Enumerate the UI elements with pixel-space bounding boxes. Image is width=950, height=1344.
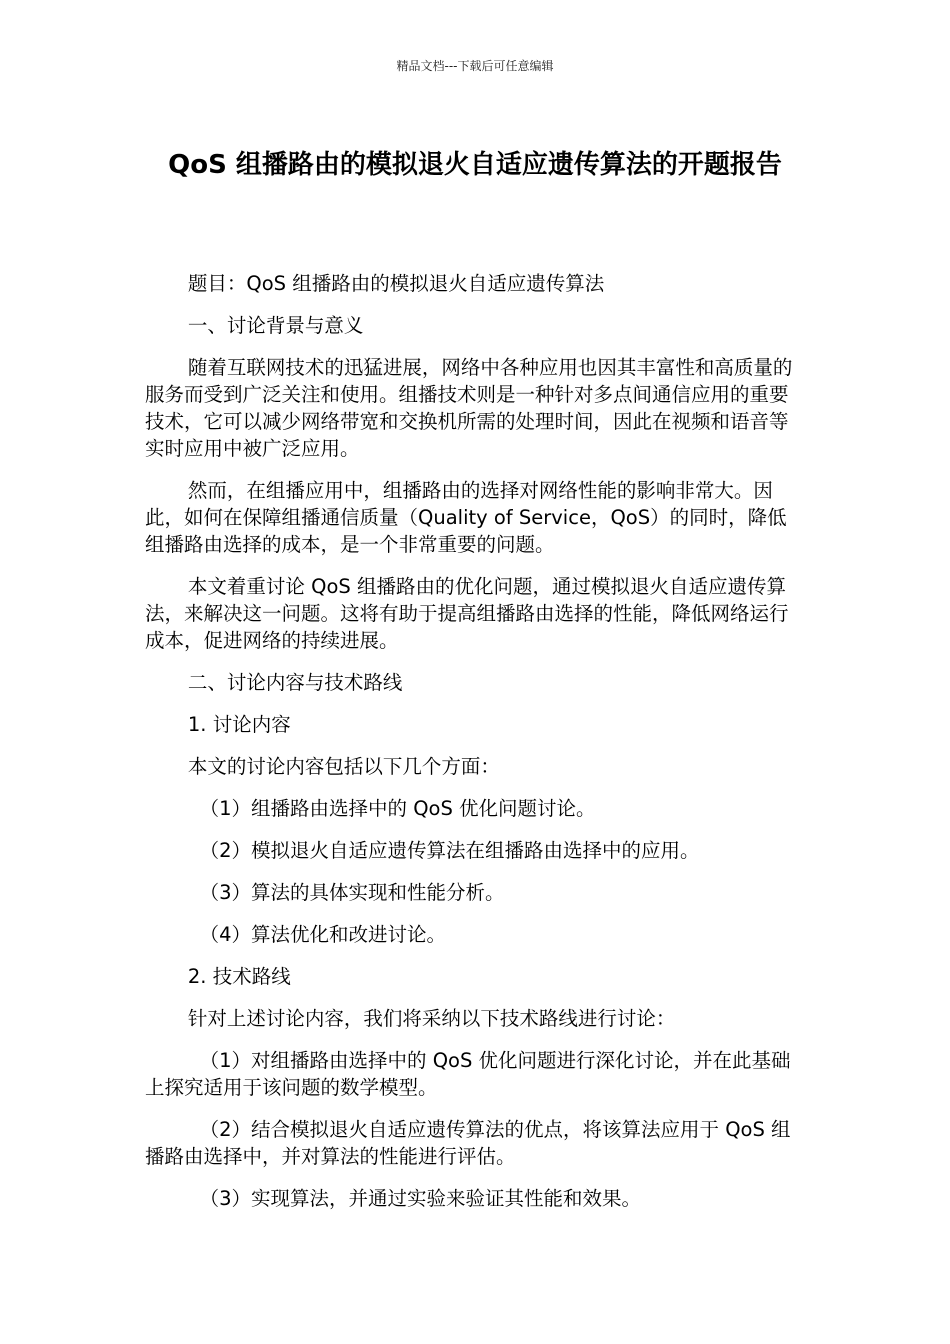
paragraph: 本文的讨论内容包括以下几个方面： (187, 755, 500, 778)
list-item: （3）实现算法，并通过实验来验证其性能和效果。 (199, 1187, 642, 1210)
paragraph: 本文着重讨论 QoS 组播路由的优化问题，通过模拟退火自适应遗传算法，来解决这一问题。这将有助于提高组播路由选择的性能，降低网络运行成本，促进网络的持续进展。 (145, 575, 789, 652)
paragraph: 然而，在组播应用中，组播路由的选择对网络性能的影响非常大。因此，如何在保障组播通信质量（Quality of Service，QoS）的同时，降低组播路由选择的成本，是一个非常重要的问题。 (145, 479, 787, 556)
list-item: （2）模拟退火自适应遗传算法在组播路由选择中的应用。 (199, 839, 700, 862)
document-body (145, 270, 805, 1227)
list-item: （4）算法优化和改进讨论。 (199, 923, 447, 946)
list-item: （1）对组播路由选择中的 QoS 优化问题进行深化讨论，并在此基础上探究适用于该问题的数学模型。 (145, 1049, 791, 1099)
subsection-heading: 2. 技术路线 (187, 965, 291, 988)
section-heading: 二、讨论内容与技术路线 (187, 671, 403, 694)
topic-line: 题目：QoS 组播路由的模拟退火自适应遗传算法 (187, 272, 605, 295)
paragraph: 针对上述讨论内容，我们将采纳以下技术路线进行讨论： (187, 1007, 676, 1030)
section-heading: 一、讨论背景与意义 (187, 314, 364, 337)
subsection-heading: 1. 讨论内容 (187, 713, 291, 736)
header-note: 精品文档---下载后可任意编辑 (396, 59, 554, 73)
page-title: QoS 组播路由的模拟退火自适应遗传算法的开题报告 (168, 150, 782, 180)
list-item: （2）结合模拟退火自适应遗传算法的优点，将该算法应用于 QoS 组播路由选择中，并对算法的性能进行评估。 (145, 1118, 791, 1168)
list-item: （1）组播路由选择中的 QoS 优化问题讨论。 (199, 797, 596, 820)
paragraph: 随着互联网技术的迅猛进展，网络中各种应用也因其丰富性和高质量的服务而受到广泛关注和使用。组播技术则是一种针对多点间通信应用的重要技术，它可以减少网络带宽和交换机所需的处理时间，因此在视频和语音等实时应用中被广泛应用。 (145, 356, 793, 460)
list-item: （3）算法的具体实现和性能分析。 (199, 881, 505, 904)
